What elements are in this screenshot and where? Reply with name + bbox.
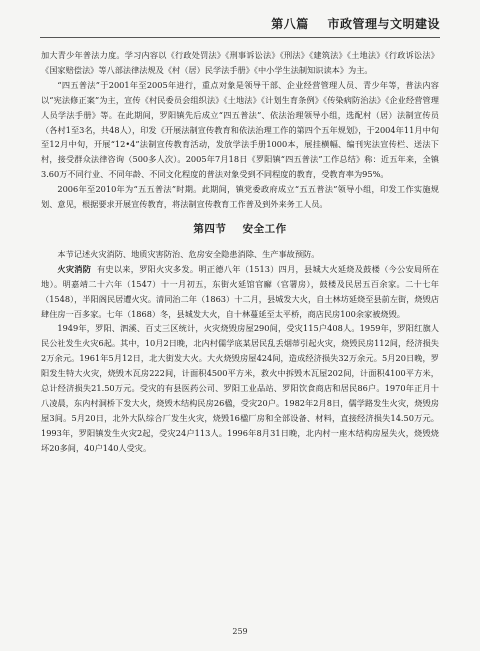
page-body — [41, 48, 439, 456]
paragraph-five-five-pufa: 2006年至2010年为“五五普法”时期。此期间，镇党委政府成立“五五普法”领导小组，印发工作实施规划、意见，根据要求开展宣传教育，将法制宣传教育工作普及到外来务工人员。 — [41, 184, 439, 210]
paragraph-four-five-pufa: “四五普法”于2001年至2005年进行，重点对象是领导干部、企业经营管理人员、青少年等，普法内容以“宪法修正案”为主，宣传《村民委员会组织法》《土地法》《计划生育条例》《传染病防治法》《企业经营管理人员学法手册》等。在此期间，罗阳镇先后成立“四五普法”、依法治理领导小组，选配村（居）法制宣传员（各村1至3名，共48人），印发《开展法制宣传教育和依法治理工作的第四个五年规划》，于2004年11月中旬至12月中旬，开展“12•4”法制宣传教育活动，发放学法手册1000本，展挂横幅、编刊宪法宣传栏、送法下村，接受群众法律咨询（500多人次）。2005年7月18日《罗阳镇“四五普法”工作总结》称：近五年来，全镇3.60万不同行业、不同年龄、不同文化程度的普法对象受到不同程度的教育，受教育率为95%。 — [41, 79, 439, 180]
running-header — [271, 15, 440, 32]
header-title: 市政管理与文明建设 — [327, 17, 440, 31]
section-title — [41, 222, 439, 237]
paragraph-1949: 1949年，罗阳、泗溪、百丈三区统计，火灾烧毁房屋290间，受灾115户408人。1959年，罗阳红旗人民公社发生火灾6起。其中，10月2日晚，北内村儒学底某居民乱丢烟蒂引起火灾，烧毁民房112间，经济损失2万余元。1961年5月12日，北大街发大火。大火烧毁房屋424间，造成经济损失32万余元。5月20日晚，罗阳发生特大火灾，烧毁木瓦房222间，计面积4500平方米，救火中拆毁木瓦屋202间，计面积4100平方米，总计经济损失21.50万元。受灾的有县医药公司、罗阳工业品站、罗阳饮食商店和居民86户。1970年正月十八凌晨，东内村洞桥下发大火，烧毁木结构民房26楹，受灾20户。1982年2月8日，儒学路发生火灾，烧毁房屋3间。5月20日，北外大队综合厂发生火灾，烧毁16楹厂房和全部设备、材料，直接经济损失14.50万元。1993年，罗阳镇发生火灾2起，受灾24户113人。1996年8月31日晚，北内村一座木结构房屋失火，烧毁烧坏20多间，40户140人受灾。 — [41, 323, 439, 453]
fire-heading: 火灾消防 — [57, 263, 92, 274]
page-number: 259 — [232, 627, 248, 636]
fire-text: 有史以来，罗阳火灾多发。明正德八年（1513）四月，县城大火延烧及鼓楼（今公安局所在地）。明嘉靖二十六年（1547）十一月初五，东街火延馆官廨（官署房），鼓楼及民居五百余家。二十七年（1548），半阳阁民居遭火灾。清同治二年（1863）十二月，县城发大火，自土林坊延烧至县前左街，烧毁店肆住房一百多家。七年（1868）冬，县城发大火，自十林蔓延至太平桥，商店民房100余家被烧毁。 — [41, 263, 439, 319]
section-heading: 安全工作 — [242, 222, 287, 235]
header-chapter: 第八篇 — [271, 17, 309, 31]
paragraph-fire-history — [41, 262, 439, 322]
section-intro: 本节记述火灾消防、地质灾害防治、危房安全隐患消除、生产事故预防。 — [57, 248, 320, 259]
paragraph-continued: 加大青少年普法力度。学习内容以《行政处罚法》《刑事诉讼法》《刑法》《建筑法》《土地法》《行政诉讼法》《国家赔偿法》等八部法律法规及《村（居）民学法手册》《中小学生法制知识读本》为主。 — [41, 50, 439, 75]
section-number: 第四节 — [193, 222, 227, 235]
header-rule — [40, 37, 440, 38]
